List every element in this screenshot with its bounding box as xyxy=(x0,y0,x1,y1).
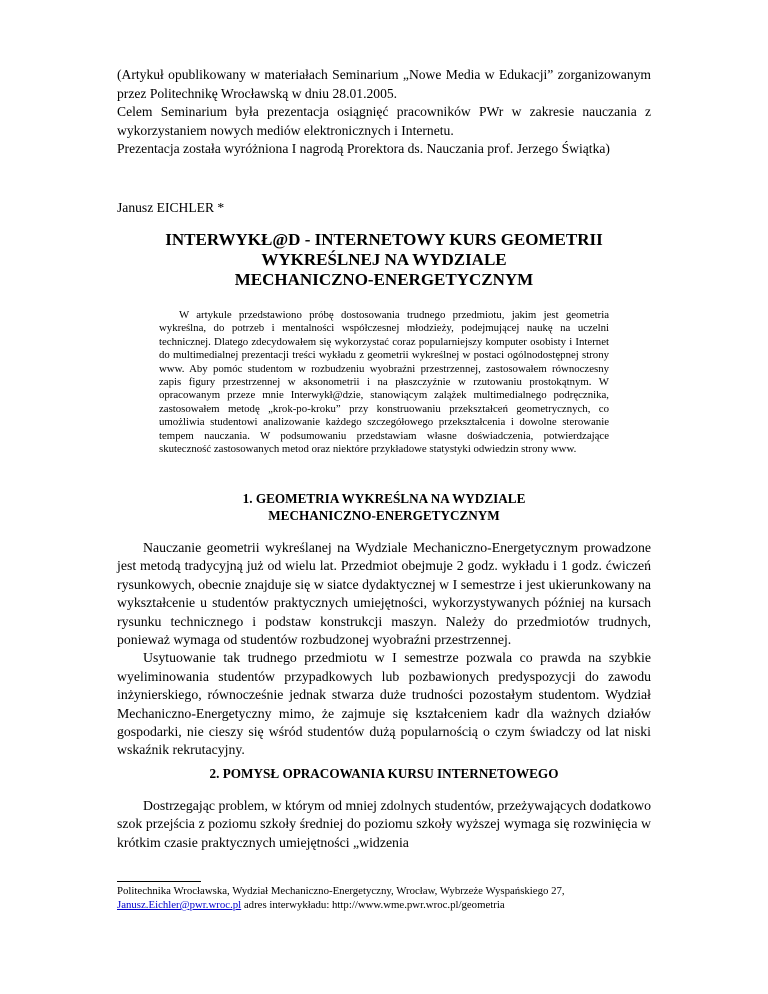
paper-title xyxy=(117,230,651,290)
section-1-heading xyxy=(117,490,651,524)
section-heading-line: MECHANICZNO-ENERGETYCZNYM xyxy=(268,508,500,523)
paragraph: Usytuowanie tak trudnego przedmiotu w I semestrze pozwala co prawda na szybkie wyeliminowania studentów przypadkowych lub pozbawionych predyspozycji do zawodu inżynierskiego, równocześnie jednak stwarza duże trudności pozostałym studentom. Wydział Mechaniczno-Energetyczny mimo, że zajmuje się kształceniem kadr dla ważnych działów gospodarki, nie cieszy się wśród studentów dużą popularnością o czym świadczy od lat niski wskaźnik rekrutacyjny. xyxy=(117,650,651,758)
author-email-link[interactable]: Janusz.Eichler@pwr.wroc.pl xyxy=(117,899,242,911)
section-2-heading: 2. POMYSŁ OPRACOWANIA KURSU INTERNETOWEGO xyxy=(209,766,559,781)
title-line: WYKREŚLNEJ NA WYDZIALE xyxy=(261,250,507,269)
footnote-affiliation: Politechnika Wrocławska, Wydział Mechaniczno-Energetyczny, Wrocław, Wybrzeże Wyspańskiego 27, xyxy=(117,885,565,897)
award-note: Prezentacja została wyróżniona I nagrodą Prorektora ds. Nauczania prof. Jerzego Świątka) xyxy=(117,141,610,156)
section-2-paragraph: Dostrzegając problem, w którym od mniej zdolnych studentów, przeżywających dodatkowo szok przejścia z poziomu szkoły średniej do poziomu szkoły wyższej wymaga się rozwinięcia w krótkim czasie praktycznych umiejętności „widzenia xyxy=(117,798,651,850)
title-line: INTERWYKŁ@D - INTERNETOWY KURS GEOMETRII xyxy=(165,230,603,249)
title-line: MECHANICZNO-ENERGETYCZNYM xyxy=(234,270,534,289)
publication-note-line: (Artykuł opublikowany w materiałach Seminarium „Nowe Media w Edukacji” zorganizowanym przez Politechnikę Wrocławską w dniu 28.01.2005. xyxy=(117,67,651,101)
paragraph: Nauczanie geometrii wykreślanej na Wydziale Mechaniczno-Energetycznym prowadzone jest metodą tradycyjną już od wielu lat. Przedmiot obejmuje 2 godz. wykładu i 1 godz. ćwiczeń rysunkowych, obecnie znajduje się w siatce dydaktycznej w I semestrze i jest ukierunkowany na wykształcenie u studentów praktycznych umiejętności, wykorzystywanych później na kursach rysunku technicznego i podstaw konstrukcji maszyn. Należy do przedmiotów trudnych, ponieważ wymaga od studentów rozbudzonej wyobraźni przestrzennej. xyxy=(117,540,651,648)
lecture-address-text: adres interwykładu: http://www.wme.pwr.wroc.pl/geometria xyxy=(241,899,505,911)
seminar-goal-note: Celem Seminarium była prezentacja osiągnięć pracowników PWr w zakresie nauczania z wykorzystaniem nowych mediów elektronicznych i Internetu. xyxy=(117,104,651,138)
section-1-body xyxy=(117,539,651,760)
footnote-divider xyxy=(117,881,201,882)
author: Janusz EICHLER * xyxy=(117,200,225,215)
abstract: W artykule przedstawiono próbę dostosowania trudnego przedmiotu, jakim jest geometria wykreślna, do potrzeb i mentalności współczesnej młodzieży, podejmującej naukę na uczelni technicznej. Dlatego zdecydowałem się wykorzystać coraz popularniejszy komputer osobisty i Internet do multimedialnej prezentacji treści wykładu z geometrii wykreślnej w postaci ogólnodostępnej strony www. Aby pomóc studentom w rozbudzeniu wyobraźni przestrzennej, zastosowałem równoczesny zapis figury przestrzennej w aksonometrii i na płaszczyźnie w rzutowaniu prostokątnym. W opracowanym przeze mnie Interwykł@dzie, stanowiącym zalążek multimedialnego podręcznika, zastosowałem metodę „krok-po-kroku” przy konstruowaniu przekształceń geometrycznych, co umożliwia studentowi analizowanie każdego szczegółowego przekształcenia i dowolne sterowanie tempem nauczania. W podsumowaniu przedstawiam własne doświadczenia, potwierdzające skuteczność zastosowanych metod oraz niektóre przykładowe statystyki odwiedzin strony www. xyxy=(159,309,609,456)
publication-note xyxy=(117,66,651,159)
section-heading-line: 1. GEOMETRIA WYKREŚLNA NA WYDZIALE xyxy=(242,491,526,506)
footnote xyxy=(117,884,651,912)
